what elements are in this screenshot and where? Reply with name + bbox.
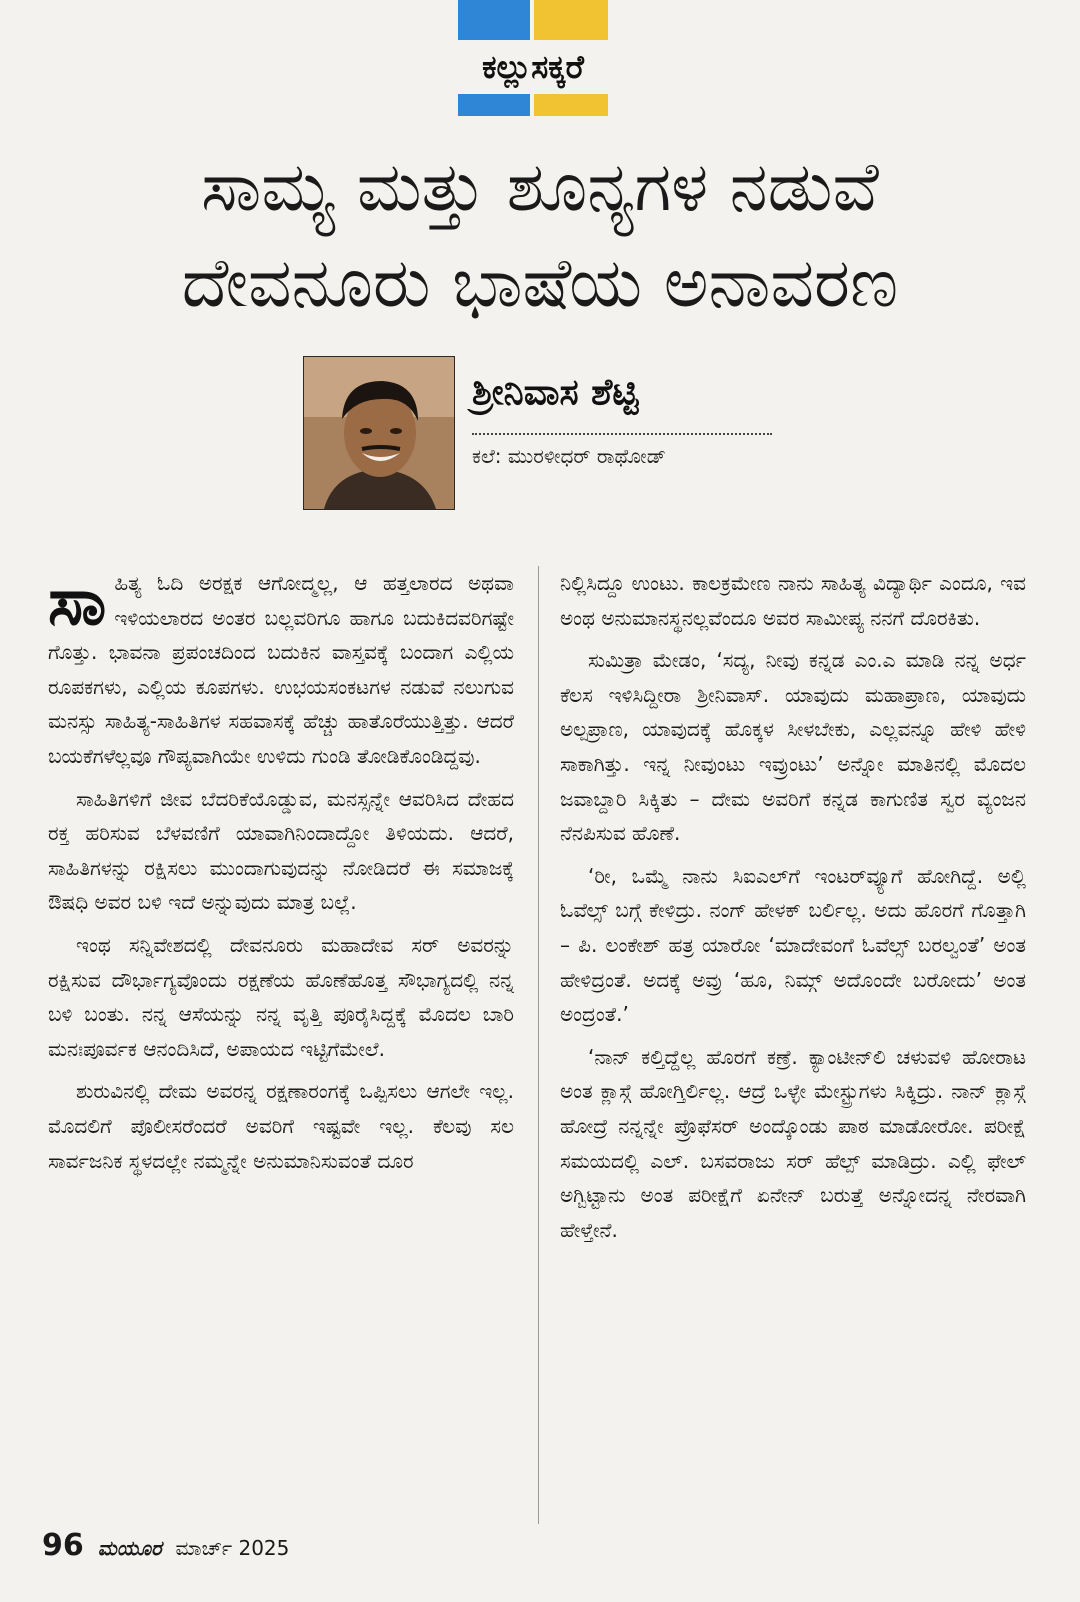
author-photo <box>303 356 455 510</box>
author-divider <box>472 433 772 435</box>
paragraph <box>48 563 514 774</box>
magazine-name: ಮಯೂರ <box>97 1536 162 1560</box>
column-label: ಕಲ್ಲುಸಕ್ಕರೆ <box>482 48 584 86</box>
label-bar-blue-top <box>458 0 530 40</box>
paragraph: ಸಾಹಿತಿಗಳಿಗೆ ಜೀವ ಬೆದರಿಕೆಯೊಡ್ಡುವ, ಮನಸ್ಸನ್ನೇ ಆವರಿಸಿದ ದೇಹದ ರಕ್ತ ಹರಿಸುವ ಬೆಳವಣಿಗೆ ಯಾವಾಗಿನಿಂದಾದ್ದೋ ತಿಳಿಯದು. ಆದರೆ, ಸಾಹಿತಿಗಳನ್ನು ರಕ್ಷಿಸಲು ಮುಂದಾಗುವುದನ್ನು ನೋಡಿದರೆ ಈ ಸಮಾಜಕ್ಕೆ ಔಷಧಿ ಅವರ ಬಳಿ ಇದೆ ಅನ್ನುವುದು ಮಾತ್ರ ಬಲ್ಲೆ. <box>48 786 514 915</box>
page-number: 96 <box>42 1528 84 1563</box>
paragraph-text: ಹಿತ್ಯ ಓದಿ ಅರಕ್ಷಕ ಆಗೋದ್ಮಲ್ಲ, ಆ ಹತ್ತಲಾರದ ಅಥವಾ ಇಳಿಯಲಾರದ ಅಂತರ ಬಲ್ಲವರಿಗೂ ಹಾಗೂ ಬದುಕಿದವರಿಗಷ್ಟೇ ಗೊತ್ತು. ಭಾವನಾ ಪ್ರಪಂಚದಿಂದ ಬದುಕಿನ ವಾಸ್ತವಕ್ಕೆ ಬಂದಾಗ ಎಲ್ಲಿಯ ರೂಪಕಗಳು, ಎಲ್ಲಿಯ ಕೂಪಗಳು. ಉಭಯಸಂಕಟಗಳ ನಡುವೆ ನಲುಗುವ ಮನಸ್ಸು ಸಾಹಿತ್ಯ-ಸಾಹಿತಿಗಳ ಸಹವಾಸಕ್ಕೆ ಹೆಚ್ಚು ಹಾತೊರೆಯುತ್ತಿತ್ತು. ಆದರೆ ಬಯಕೆಗಳೆಲ್ಲವೂ ಗೌಪ್ಯವಾಗಿಯೇ ಉಳಿದು ಗುಂಡಿ ತೋಡಿಕೊಂಡಿದ್ದವು. <box>48 571 514 768</box>
label-bar-yellow-bottom <box>534 94 608 116</box>
label-bar-blue-bottom <box>458 94 530 116</box>
author-name: ಶ್ರೀನಿವಾಸ ಶೆಟ್ಟಿ <box>472 372 639 413</box>
paragraph: ‘ರೀ, ಒಮ್ಮೆ ನಾನು ಸಿಐಎಲ್‌ಗೆ ಇಂಟರ್‌ವ್ಯೂಗೆ ಹೋಗಿದ್ದೆ. ಅಲ್ಲಿ ಓವೆಲ್ಸ್ ಬಗ್ಗೆ ಕೇಳಿದ್ರು. ನಂಗ್ ಹೇಳಕ್ ಬರ್ಲಿಲ್ಲ. ಅದು ಹೊರಗೆ ಗೊತ್ತಾಗಿ – ಪಿ. ಲಂಕೇಶ್ ಹತ್ರ ಯಾರೋ ‘ಮಾದೇವಂಗೆ ಓವೆಲ್ಸ್ ಬರಲ್ವಂತೆ’ ಅಂತ ಹೇಳಿದ್ರಂತೆ. ಅದಕ್ಕೆ ಅವ್ರು ‘ಹೂ, ನಿಮ್ಗ್ ಅದೊಂದೇ ಬರೋದು’ ಅಂತ ಅಂದ್ರಂತೆ.’ <box>560 863 1026 1027</box>
paragraph: ನಿಲ್ಲಿಸಿದ್ದೂ ಉಂಟು. ಕಾಲಕ್ರಮೇಣ ನಾನು ಸಾಹಿತ್ಯ ವಿದ್ಯಾರ್ಥಿ ಎಂದೂ, ಇವ ಅಂಥ ಅನುಮಾನಸ್ಥನಲ್ಲವೆಂದೂ ಅವರ ಸಾಮೀಪ್ಯ ನನಗೆ ದೊರಕಿತು. <box>560 571 1026 630</box>
paragraph: ಸುಮಿತ್ರಾ ಮೇಡಂ, ‘ಸದ್ಯ, ನೀವು ಕನ್ನಡ ಎಂ.ಎ ಮಾಡಿ ನನ್ನ ಅರ್ಧ ಕೆಲಸ ಇಳಿಸಿದ್ದೀರಾ ಶ್ರೀನಿವಾಸ್. ಯಾವುದು ಮಹಾಪ್ರಾಣ, ಯಾವುದು ಅಲ್ಪಪ್ರಾಣ, ಯಾವುದಕ್ಕೆ ಹೊಕ್ಕಳ ಸೀಳಬೇಕು, ಎಲ್ಲವನ್ನೂ ಹೇಳಿ ಹೇಳಿ ಸಾಕಾಗಿತ್ತು. ಇನ್ನ ನೀವುಂಟು ಇವ್ರುಂಟು’ ಅನ್ನೋ ಮಾತಿನಲ್ಲಿ ಮೊದಲ ಜವಾಬ್ದಾರಿ ಸಿಕ್ಕಿತು – ದೇಮ ಅವರಿಗೆ ಕನ್ನಡ ಕಾಗುಣಿತ ಸ್ವರ ವ್ಯಂಜನ ನೆನಪಿಸುವ ಹೊಣೆ. <box>560 648 1026 846</box>
article-column-right <box>560 566 1026 1255</box>
drop-cap: ಸಾ <box>48 563 107 640</box>
paragraph: ‘ನಾನ್ ಕಲ್ತಿದ್ದೆಲ್ಲ ಹೊರಗೆ ಕಣ್ರೆ. ಕ್ಯಾಂಟೀನ್‌ಲಿ ಚಳುವಳಿ ಹೋರಾಟ ಅಂತ ಕ್ಲಾಸ್ಗೆ ಹೋಗ್ತಿರ್ಲಿಲ್ಲ. ಆದ್ರೆ ಒಳ್ಳೇ ಮೇಸ್ಟ್ರುಗಳು ಸಿಕ್ಕಿದ್ರು. ನಾನ್ ಕ್ಲಾಸ್ಗೆ ಹೋದ್ರೆ ನನ್ನನ್ನೇ ಪ್ರೊಫೆಸರ್ ಅಂದ್ಕೊಂಡು ಪಾಠ ಮಾಡೋರೋ. ಪರೀಕ್ಷೆ ಸಮಯದಲ್ಲಿ ಎಲ್. ಬಸವರಾಜು ಸರ್ ಹೆಲ್ಪ್ ಮಾಡಿದ್ರು. ಎಲ್ಲಿ ಫೇಲ್ ಅಗ್ಬಿಟ್ಟಾನು ಅಂತ ಪರೀಕ್ಷೆಗೆ ಏನೇನ್ ಬರುತ್ತೆ ಅನ್ನೋದನ್ನ ನೇರವಾಗಿ ಹೇಳ್ತೇನೆ. <box>560 1044 1026 1242</box>
label-bar-yellow-top <box>534 0 608 40</box>
paragraph: ಶುರುವಿನಲ್ಲಿ ದೇಮ ಅವರನ್ನ ರಕ್ಷಣಾರಂಗಕ್ಕೆ ಒಪ್ಪಿಸಲು ಆಗಲೇ ಇಲ್ಲ. ಮೊದಲಿಗೆ ಪೊಲೀಸರೆಂದರೆ ಅವರಿಗೆ ಇಷ್ಟವೇ ಇಲ್ಲ. ಕೆಲವು ಸಲ ಸಾರ್ವಜನಿಕ ಸ್ಥಳದಲ್ಲೇ ನಮ್ಮನ್ನೇ ಅನುಮಾನಿಸುವಂತೆ ದೂರ <box>48 1079 514 1173</box>
column-divider <box>538 566 539 1524</box>
title-line-2: ದೇವನೂರು ಭಾಷೆಯ ಅನಾವರಣ <box>181 244 899 323</box>
paragraph: ಇಂಥ ಸನ್ನಿವೇಶದಲ್ಲಿ ದೇವನೂರು ಮಹಾದೇವ ಸರ್ ಅವರನ್ನು ರಕ್ಷಿಸುವ ದೌರ್ಭಾಗ್ಯವೊಂದು ರಕ್ಷಣೆಯ ಹೊಣೆಹೊತ್ತ ಸೌಭಾಗ್ಯದಲ್ಲಿ ನನ್ನ ಬಳಿ ಬಂತು. ನನ್ನ ಆಸೆಯನ್ನು ನನ್ನ ವೃತ್ತಿ ಪೂರೈಸಿದ್ದಕ್ಕೆ ಮೊದಲ ಬಾರಿ ಮನಃಪೂರ್ವಕ ಆನಂದಿಸಿದೆ, ಅಪಾಯದ ಇಟ್ಟಿಗೆಮೇಲೆ. <box>48 932 514 1061</box>
title-line-1: ಸಾಮ್ಯ ಮತ್ತು ಶೂನ್ಯಗಳ ನಡುವೆ <box>201 148 879 227</box>
issue-date: ಮಾರ್ಚ್ 2025 <box>175 1536 290 1560</box>
article-title <box>40 140 1040 332</box>
article-column-left <box>48 563 514 1186</box>
column-label-block <box>458 0 608 118</box>
art-credit: ಕಲೆ: ಮುರಳೀಧರ್ ರಾಥೋಡ್ <box>472 444 666 468</box>
page-footer <box>42 1528 289 1568</box>
author-portrait-illustration <box>304 357 454 509</box>
